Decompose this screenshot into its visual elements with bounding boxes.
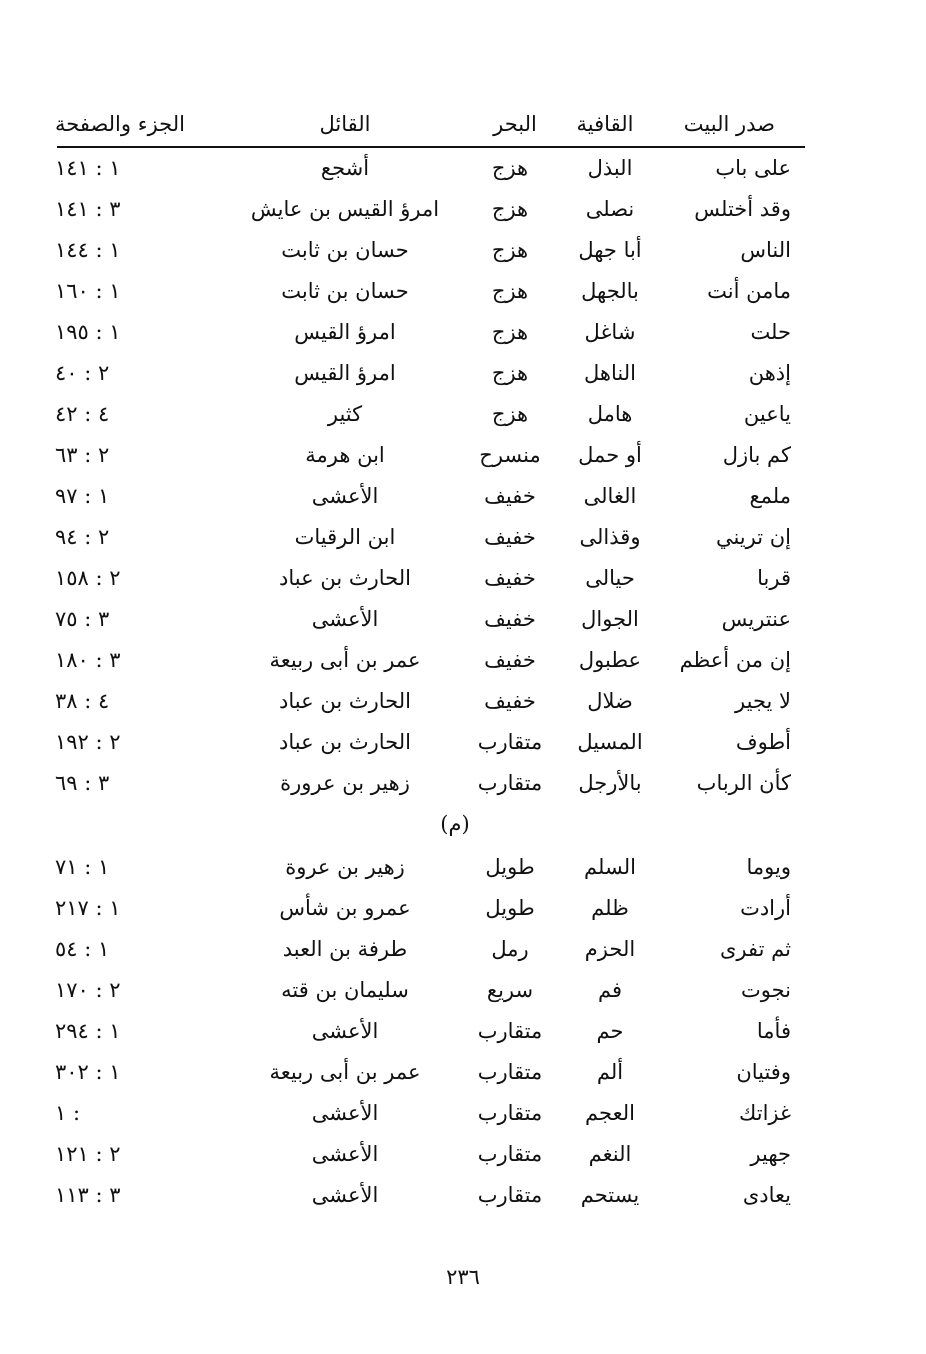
cell-qafiya: أو حمل — [578, 443, 642, 467]
cell-qafiya: أبا جهل — [578, 238, 642, 262]
cell-qafiya: شاغل — [584, 320, 636, 344]
cell-juz: ٤ : ٣٨ — [55, 689, 110, 713]
table-row — [55, 1177, 805, 1213]
cell-bahr: متقارب — [477, 771, 543, 795]
cell-qafiya: البذل — [587, 156, 633, 180]
cell-sadr: وقد أختلس — [694, 197, 791, 221]
cell-qail: الأعشى — [311, 1183, 379, 1207]
cell-juz: ١ : ٩٧ — [55, 484, 110, 508]
cell-bahr: هزج — [491, 320, 529, 344]
table-row — [55, 355, 805, 391]
cell-qafiya: الناهل — [584, 361, 636, 385]
cell-juz: ١ : ٢١٧ — [55, 896, 121, 920]
table-row — [55, 890, 805, 926]
cell-bahr: هزج — [491, 238, 529, 262]
cell-qail: عمر بن أبى ربيعة — [269, 648, 421, 672]
cell-qafiya: الحزم — [584, 937, 636, 961]
cell-bahr: خفيف — [484, 607, 536, 631]
cell-sadr: حلت — [750, 320, 791, 344]
cell-qafiya: حم — [596, 1019, 624, 1043]
table-row — [55, 191, 805, 227]
table-row — [55, 232, 805, 268]
cell-sadr: نجوت — [740, 978, 791, 1002]
cell-bahr: متقارب — [477, 730, 543, 754]
cell-sadr: ياعين — [743, 402, 791, 426]
cell-qafiya: النغم — [588, 1142, 632, 1166]
cell-qafiya: ظلم — [591, 896, 629, 920]
cell-qafiya: بالجهل — [581, 279, 639, 303]
table-row — [55, 1136, 805, 1172]
cell-sadr: أرادت — [740, 896, 791, 920]
cell-qafiya: حيالى — [585, 566, 635, 590]
cell-sadr: ملمع — [749, 484, 791, 508]
cell-qafiya: فم — [597, 978, 622, 1002]
cell-sadr: كأن الرباب — [696, 771, 791, 795]
table-row — [55, 642, 805, 678]
cell-sadr: إذهن — [748, 361, 791, 385]
table-row — [55, 560, 805, 596]
cell-sadr: فأما — [756, 1019, 791, 1043]
table-header — [55, 106, 805, 142]
table-row — [55, 519, 805, 555]
cell-qail: طرفة بن العبد — [282, 937, 408, 961]
cell-qail: امرؤ القيس — [294, 320, 396, 344]
cell-sadr: الناس — [740, 238, 791, 262]
table-row — [55, 150, 805, 186]
cell-qafiya: الجوال — [581, 607, 639, 631]
cell-qafiya: وقذالى — [579, 525, 641, 549]
table-row — [55, 601, 805, 637]
cell-sadr: إن تريني — [715, 525, 791, 549]
cell-bahr: هزج — [491, 361, 529, 385]
cell-juz: ١ : ٢٩٤ — [55, 1019, 121, 1043]
cell-qail: الأعشى — [311, 1142, 379, 1166]
cell-bahr: منسرح — [479, 443, 541, 467]
cell-qafiya: بالأرجل — [578, 771, 642, 795]
table-row — [55, 396, 805, 432]
table-row — [55, 765, 805, 801]
header-qail: القائل — [319, 112, 371, 136]
cell-qail: عمرو بن شأس — [279, 896, 411, 920]
cell-bahr: سريع — [486, 978, 534, 1002]
cell-sadr: إن من أعظم — [679, 648, 791, 672]
header-bahr: البحر — [493, 112, 537, 136]
cell-qail: امرؤ القيس — [294, 361, 396, 385]
cell-qail: عمر بن أبى ربيعة — [269, 1060, 421, 1084]
cell-bahr: خفيف — [484, 484, 536, 508]
cell-qail: الأعشى — [311, 484, 379, 508]
cell-qail: الأعشى — [311, 1101, 379, 1125]
page-number: ٢٣٦ — [446, 1265, 480, 1289]
cell-qail: حسان بن ثابت — [281, 238, 409, 262]
cell-sadr: ويوما — [746, 855, 791, 879]
cell-qail: زهير بن عرورة — [280, 771, 410, 795]
cell-sadr: على باب — [715, 156, 791, 180]
cell-juz: ٣ : ١٨٠ — [55, 648, 121, 672]
cell-qafiya: هامل — [587, 402, 633, 426]
cell-bahr: هزج — [491, 197, 529, 221]
cell-bahr: خفيف — [484, 689, 536, 713]
cell-juz: ٢ : ١٩٢ — [55, 730, 121, 754]
cell-juz: ١ : — [55, 1101, 81, 1125]
cell-juz: ٣ : ٧٥ — [55, 607, 110, 631]
cell-bahr: متقارب — [477, 1101, 543, 1125]
cell-qail: الحارث بن عباد — [279, 566, 411, 590]
cell-juz: ٢ : ٦٣ — [55, 443, 110, 467]
cell-sadr: عنتريس — [721, 607, 791, 631]
cell-juz: ١ : ١٦٠ — [55, 279, 121, 303]
cell-juz: ٢ : ٤٠ — [55, 361, 110, 385]
cell-juz: ٣ : ١١٣ — [55, 1183, 121, 1207]
cell-sadr: مامن أنت — [707, 279, 791, 303]
cell-qafiya: يستحم — [580, 1183, 640, 1207]
cell-bahr: طويل — [485, 896, 535, 920]
cell-qail: كثير — [327, 402, 363, 426]
cell-bahr: هزج — [491, 279, 529, 303]
table-row — [55, 273, 805, 309]
cell-qail: حسان بن ثابت — [281, 279, 409, 303]
cell-juz: ٢ : ١٢١ — [55, 1142, 121, 1166]
cell-qafiya: نصلى — [585, 197, 635, 221]
cell-bahr: هزج — [491, 156, 529, 180]
cell-sadr: ثم تفرى — [720, 937, 791, 961]
cell-qafiya: العجم — [585, 1101, 635, 1125]
cell-sadr: جهير — [750, 1142, 791, 1166]
cell-bahr: رمل — [491, 937, 529, 961]
cell-bahr: متقارب — [477, 1019, 543, 1043]
cell-bahr: هزج — [491, 402, 529, 426]
cell-bahr: طويل — [485, 855, 535, 879]
cell-qail: الأعشى — [311, 1019, 379, 1043]
cell-qafiya: ضلال — [587, 689, 633, 713]
table-row — [55, 1013, 805, 1049]
cell-qail: الحارث بن عباد — [279, 730, 411, 754]
cell-qafiya: عطبول — [578, 648, 642, 672]
cell-qafiya: ألم — [596, 1060, 624, 1084]
cell-qail: الأعشى — [311, 607, 379, 631]
header-sadr: صدر البيت — [683, 112, 775, 136]
cell-qail: أشجع — [320, 156, 370, 180]
cell-juz: ١ : ٥٤ — [55, 937, 110, 961]
cell-sadr: كم بازل — [722, 443, 791, 467]
cell-bahr: خفيف — [484, 566, 536, 590]
cell-juz: ٣ : ١٤١ — [55, 197, 121, 221]
cell-qail: ابن هرمة — [305, 443, 385, 467]
table-row — [55, 724, 805, 760]
cell-juz: ١ : ١٤٤ — [55, 238, 121, 262]
cell-qafiya: المسيل — [577, 730, 643, 754]
cell-qafiya: الغالى — [583, 484, 637, 508]
table-row — [55, 314, 805, 350]
cell-bahr: متقارب — [477, 1183, 543, 1207]
cell-bahr: خفيف — [484, 648, 536, 672]
cell-juz: ٢ : ١٥٨ — [55, 566, 121, 590]
table-row — [55, 972, 805, 1008]
cell-bahr: متقارب — [477, 1060, 543, 1084]
table-row — [55, 478, 805, 514]
table-row — [55, 1054, 805, 1090]
cell-qail: سليمان بن قته — [281, 978, 409, 1002]
cell-juz: ١ : ١٩٥ — [55, 320, 121, 344]
cell-qafiya: السلم — [584, 855, 636, 879]
cell-sadr: لا يجير — [735, 689, 791, 713]
cell-qail: الحارث بن عباد — [279, 689, 411, 713]
cell-bahr: خفيف — [484, 525, 536, 549]
cell-sadr: يعادى — [742, 1183, 791, 1207]
cell-juz: ٤ : ٤٢ — [55, 402, 110, 426]
table-row — [55, 849, 805, 885]
cell-juz: ٢ : ١٧٠ — [55, 978, 121, 1002]
cell-sadr: وفتيان — [736, 1060, 791, 1084]
cell-juz: ٢ : ٩٤ — [55, 525, 110, 549]
table-row — [55, 437, 805, 473]
cell-qail: امرؤ القيس بن عايش — [250, 197, 440, 221]
table-row — [55, 931, 805, 967]
cell-sadr: غزاتك — [739, 1101, 791, 1125]
cell-juz: ١ : ٣٠٢ — [55, 1060, 121, 1084]
cell-qail: ابن الرقيات — [294, 525, 396, 549]
table-row — [55, 1095, 805, 1131]
section-letter: (م) — [440, 812, 470, 836]
cell-sadr: قربا — [757, 566, 791, 590]
header-divider — [57, 146, 805, 148]
cell-sadr: أطوف — [735, 730, 791, 754]
header-juz: الجزء والصفحة — [55, 112, 185, 136]
header-qafiya: القافية — [576, 112, 634, 136]
table-row — [55, 683, 805, 719]
cell-juz: ١ : ٧١ — [55, 855, 110, 879]
cell-qail: زهير بن عروة — [285, 855, 405, 879]
cell-bahr: متقارب — [477, 1142, 543, 1166]
cell-juz: ٣ : ٦٩ — [55, 771, 110, 795]
cell-juz: ١ : ١٤١ — [55, 156, 121, 180]
